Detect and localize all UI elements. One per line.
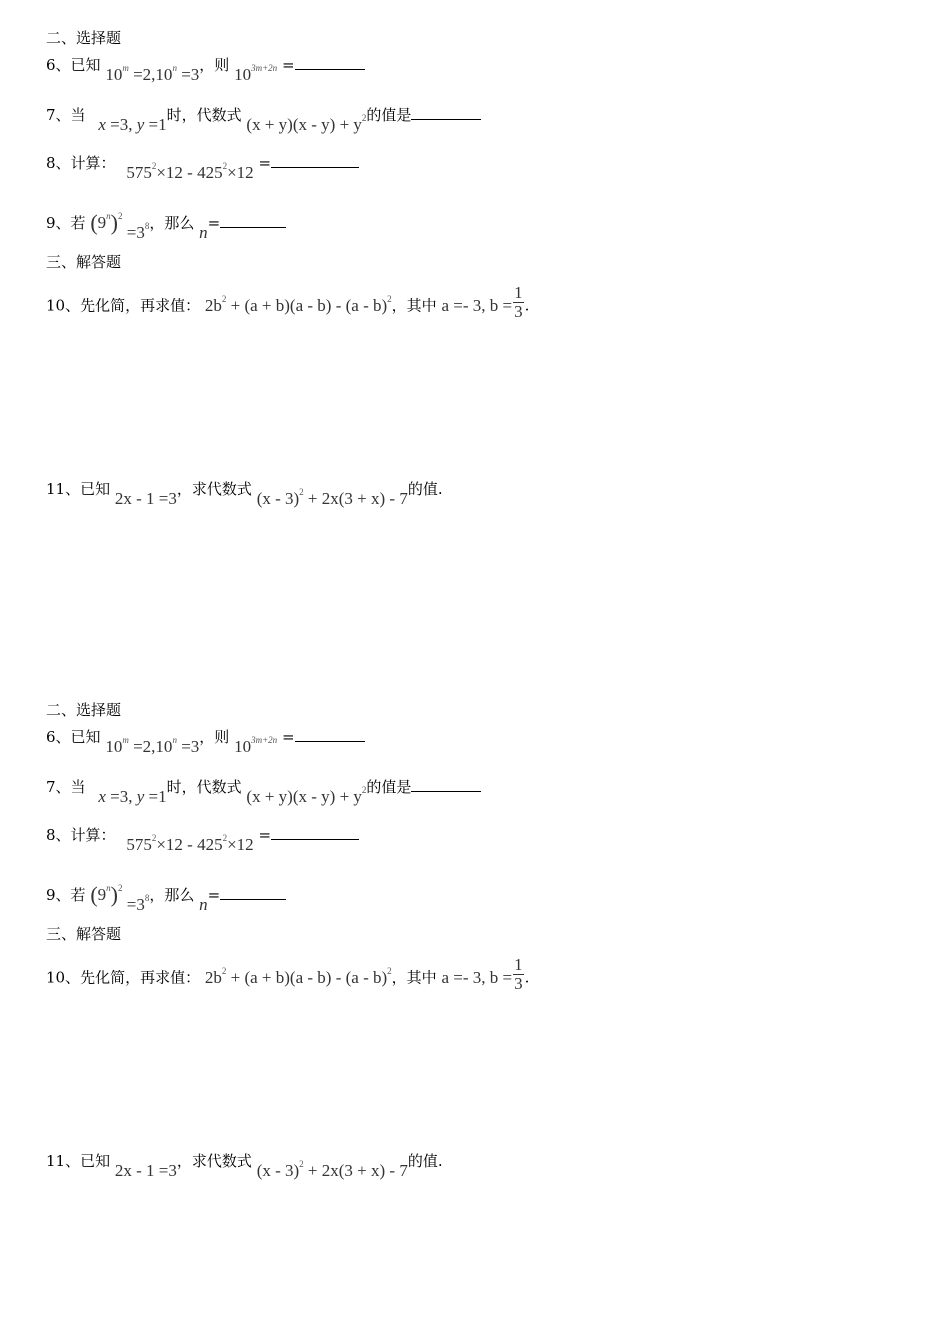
question-11: 11、已知 2x - 1 =3，求代数式 (x - 3)$^2$ + 2x(3 + x) - 7的值. xyxy=(46,1152,443,1180)
question-9: 9、若 $(9^n)^2 =3^8$，那么 n= xyxy=(46,208,286,234)
answer-blank[interactable] xyxy=(411,105,481,120)
question-8: 8、计算： $575^2\times 12 - 425^2\times 12$ = xyxy=(46,824,359,845)
question-6: 6、已知 $10^m =2,10^n =3$，则 $10^{3m+2n}$ = xyxy=(46,726,365,747)
question-9: 9、若 $(9^n)^2 =3^8$，那么 n= xyxy=(46,880,286,906)
question-6: 6、已知 $10^m =2,10^n =3$，则 $10^{3m+2n}$ = xyxy=(46,54,365,75)
question-11: 11、已知 2x - 1 =3，求代数式 (x - 3)$^2$ + 2x(3 + x) - 7的值. xyxy=(46,480,443,508)
section-3-title: 三、解答题 xyxy=(46,253,122,271)
answer-blank[interactable] xyxy=(295,55,365,70)
question-7: 7、当 x =3, y =1时，代数式 $(x + y)(x - y) + y^2$的值是 xyxy=(46,776,481,797)
answer-blank[interactable] xyxy=(271,825,359,840)
section-3-title: 三、解答题 xyxy=(46,925,122,943)
question-8: 8、计算： $575^2\times 12 - 425^2\times 12$ = xyxy=(46,152,359,173)
answer-blank[interactable] xyxy=(220,885,286,900)
fraction-one-third: $\frac{1}{3}$ xyxy=(514,283,523,321)
question-10: 10、先化简，再求值： $2b^2 + (a + b)(a - b) - (a - b)^2$，其中 a =- 3, b = $\frac{1}{3}$ . xyxy=(46,283,530,321)
section-2-title: 二、选择题 xyxy=(46,701,122,719)
answer-blank[interactable] xyxy=(271,153,359,168)
question-10: 10、先化简，再求值： $2b^2 + (a + b)(a - b) - (a - b)^2$，其中 a =- 3, b = $\frac{1}{3}$ . xyxy=(46,955,530,993)
section-2-title: 二、选择题 xyxy=(46,29,122,47)
fraction-one-third: $\frac{1}{3}$ xyxy=(514,955,523,993)
answer-blank[interactable] xyxy=(220,213,286,228)
question-7: 7、当 x =3, y =1时，代数式 $(x + y)(x - y) + y^2$的值是 xyxy=(46,104,481,125)
answer-blank[interactable] xyxy=(295,727,365,742)
answer-blank[interactable] xyxy=(411,777,481,792)
